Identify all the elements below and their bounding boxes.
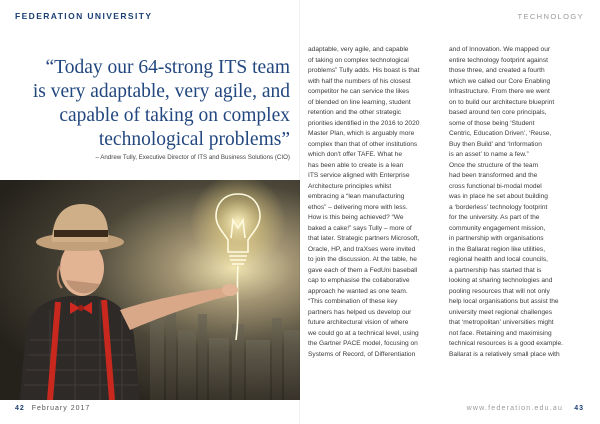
article-line: Systems of Record, of Differentiation — [308, 350, 416, 358]
article-line: not face. Retaining and maximising — [449, 329, 552, 337]
article-line: embracing a “lean manufacturing — [308, 193, 405, 200]
article-line: help local organisations but assist the — [449, 298, 559, 305]
article-line: technical resources is a good example. — [449, 340, 563, 347]
article-line: for the university. As part of the — [449, 214, 540, 221]
article-line: is an asset’ to name a few.” — [449, 151, 529, 158]
article-line: some of those being ‘Student — [449, 119, 535, 127]
article-line: How is this being achieved? “We — [308, 214, 404, 221]
article-line: Buy then Build’ and ‘Information — [449, 140, 542, 148]
left-footer — [15, 405, 90, 412]
section-label: TECHNOLOGY — [517, 12, 584, 21]
article-line: ITS service aligned with Enterprise — [308, 172, 410, 179]
article-line: of blended on line learning, student — [308, 98, 411, 106]
article-line: was in place he set about building — [449, 193, 548, 200]
article-line: looking at sharing technologies and — [449, 277, 553, 284]
page-number-right: 43 — [574, 405, 584, 412]
article-line: retention and the other strategic — [308, 109, 402, 116]
publication-brand: FEDERATION UNIVERSITY — [15, 11, 153, 21]
article-line: that ‘metropolitan’ universities might — [449, 319, 554, 326]
article-column-2 — [449, 45, 579, 360]
article-line: those three, and created a fourth — [449, 67, 545, 74]
article-line: priorities identified in the 2016 to 2020 — [308, 119, 420, 127]
hat — [36, 204, 124, 251]
man-holding-lightbulb-illustration — [0, 180, 300, 400]
right-page — [300, 0, 600, 424]
article-column-1 — [308, 45, 438, 360]
article-line: complex than that of other institutions — [308, 140, 418, 148]
pull-quote — [22, 56, 290, 152]
article-line: Architecture principles whilst — [308, 182, 392, 190]
article-line: cap to emphasise the collaborative — [308, 277, 410, 284]
article-line: has been able to create is a lean — [308, 161, 404, 169]
quote-attribution: – Andrew Tully, Executive Director of ITS and Business Solutions (CIO) — [95, 154, 290, 161]
article-line: problems” Tully adds. His boast is that — [308, 67, 420, 74]
article-line: Master Plan, which is arguably more — [308, 130, 415, 137]
article-line: had been transformed and the — [449, 172, 538, 179]
article-line: a ‘borderless’ technology footprint — [449, 203, 548, 211]
article-line: “This combination of these key — [308, 298, 398, 305]
article-line: cross functional bi-modal model — [449, 182, 542, 190]
article-line: approach he wanted as one team. — [308, 287, 408, 295]
article-line: regional health and local councils, — [449, 256, 548, 263]
article-line: that later. Strategic partners Microsoft, — [308, 235, 420, 242]
article-line: ethos” – delivering more with less. — [308, 203, 408, 211]
article-line: Once the structure of the team — [449, 161, 539, 169]
article-line: of taking on complex technological — [308, 56, 409, 64]
article-line: partners has helped us develop our — [308, 308, 412, 316]
pull-quote-line: capable of taking on complex — [59, 105, 290, 126]
pull-quote-line: technological problems” — [98, 129, 290, 150]
article-line: the Gartner PACE model, focusing on — [308, 340, 418, 347]
issue-date: February 2017 — [31, 405, 91, 412]
article-line: with half the numbers of his closest — [308, 77, 411, 85]
website-url[interactable]: www.federation.edu.au — [466, 405, 564, 412]
article-line: we could go at a technical level, using — [308, 329, 419, 337]
article-line: community engagement mission, — [449, 224, 546, 232]
article-line: which we called our Core Enabling — [449, 77, 551, 85]
article-line: in the Ballarat region like utilities, — [449, 245, 546, 253]
article-line: baked a cake!” says Tully – more of — [308, 224, 412, 232]
feature-photo — [0, 180, 300, 400]
article-line: gave each of them a FedUni baseball — [308, 266, 418, 274]
article-line: Centric, Education Driven’, ‘Reuse, — [449, 130, 552, 137]
article-line: a partnership has started that is — [449, 266, 542, 274]
article-line: to join the discussion. At the table, he — [308, 256, 417, 263]
article-line: Ballarat is a relatively small place with — [449, 350, 560, 358]
article-line: university meet regional challenges — [449, 308, 552, 316]
article-line: future architectural vision of where — [308, 319, 409, 326]
pull-quote-line: “Today our 64-strong ITS team — [45, 57, 290, 78]
article-line: Oracle, HP, and traXses were invited — [308, 245, 416, 253]
article-line: in partnership with organisations — [449, 235, 544, 242]
article-line: which don't offer TAFE. What he — [308, 151, 402, 158]
article-line: Infrastructure. From there we went — [449, 88, 550, 95]
article-line: adaptable, very agile, and capable — [308, 46, 409, 53]
right-footer — [467, 405, 584, 412]
article-line: competitor he can service the likes — [308, 88, 410, 95]
article-line: and of Innovation. We mapped our — [449, 46, 551, 53]
pull-quote-line: is very adaptable, very agile, and — [32, 81, 290, 102]
article-line: pooling resources that will not only — [449, 287, 550, 295]
article-line: on to build our architecture blueprint — [449, 98, 555, 106]
article-line: based around ten core principals, — [449, 109, 547, 116]
page-number-left: 42 — [15, 405, 25, 412]
city-skyline — [150, 308, 300, 400]
article-line: entire technology footprint against — [449, 56, 548, 64]
